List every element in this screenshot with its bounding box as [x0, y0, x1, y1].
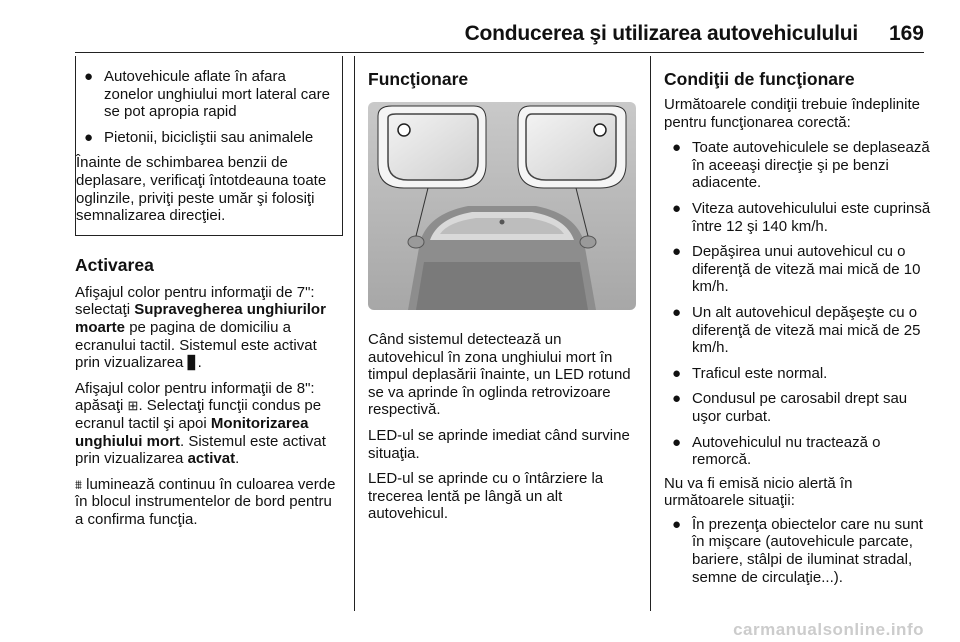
- paragraph-operation-2: LED-ul se aprinde imediat când survine situaţia.: [368, 426, 630, 462]
- bullet-icon: ●: [84, 68, 94, 85]
- section-heading-operation: Funcţionare: [368, 69, 469, 89]
- list-item: ● În prezenţa obiectelor care nu sunt în mişcare (autovehicule parcate, bariere, stâlpi de iluminat stradal, semne de circulaţie...).: [672, 515, 923, 586]
- list-item: ● Depăşirea unui autovehicul cu o diferenţă de viteză mai mică de 10 km/h.: [672, 243, 921, 296]
- conditions-list: [664, 139, 934, 469]
- list-item: ● Autovehiculul nu tractează o remorcă.: [672, 433, 881, 469]
- bullet-icon: ●: [672, 515, 682, 533]
- paragraph-8inch: Afişajul color pentru informaţii de 8": apăsaţi ⊞. Selectaţi funcţii condus pe ecranul tactil şi apoi Monitorizarea unghiului mort. Sistemul este activat prin vizualizarea activat.: [75, 379, 326, 468]
- list-item: ● Viteza autovehiculului este cuprinsă între 12 şi 140 km/h.: [672, 199, 931, 235]
- list-item: ● Toate autovehiculele se deplasează în aceeaşi direcţie şi pe benzi adiacente.: [672, 139, 930, 192]
- paragraph-indicator: ⩩ luminează continuu în culoarea verde în blocul instrumentelor de bord pentru a confirma funcţia.: [75, 475, 336, 528]
- column-divider-2: [650, 56, 651, 611]
- car-mirrors-illustration: [368, 102, 636, 310]
- paragraph-operation-1: Când sistemul detectează un autovehicul în zona unghiului mort în timpul deplasării înainte, un LED rotund se va aprinde în oglinda retrovizoare respectivă.: [368, 331, 631, 419]
- bullet-icon: ●: [84, 128, 94, 146]
- bullet-icon: ●: [672, 303, 682, 321]
- bullet-icon: ●: [672, 243, 682, 261]
- list-item: ● Un alt autovehicul depăşeşte cu o diferenţă de viteză mai mică de 25 km/h.: [672, 303, 921, 357]
- bullet-icon: ●: [672, 390, 682, 408]
- paragraph-operation-3: LED-ul se aprinde cu o întârziere la trecerea lentă pe lângă un alt autovehicul.: [368, 470, 604, 523]
- vehicle-settings-icon: ⊞: [127, 398, 139, 414]
- column-divider-1: [354, 56, 355, 611]
- list-item: ● Pietonii, bicicliştii sau animalele: [84, 128, 314, 146]
- warning-note: Înainte de schimbarea benzii de deplasare, verificaţi întotdeauna toate oglinzile, priviţi peste umăr şi folosiţi semnalizarea direcţiei.: [76, 154, 327, 225]
- bullet-icon: ●: [672, 139, 682, 157]
- blind-spot-icon: ▊: [187, 355, 198, 371]
- warning-box: [75, 56, 343, 236]
- chapter-title: Conducerea şi utilizarea autovehiculului: [464, 22, 858, 45]
- column-3: [664, 56, 934, 586]
- list-item: ● Condusul pe carosabil drept sau uşor curbat.: [672, 390, 908, 425]
- blind-spot-indicator-icon: ⩩: [75, 476, 82, 492]
- bullet-icon: ●: [672, 364, 682, 382]
- page-number: 169: [888, 22, 924, 45]
- section-heading-conditions: Condiţii de funcţionare: [664, 69, 855, 89]
- bullet-icon: ●: [672, 433, 682, 451]
- column-2: [368, 56, 636, 523]
- no-alert-intro: Nu va fi emisă nicio alertă în următoarele situaţii:: [664, 474, 853, 510]
- page-header: [0, 0, 960, 56]
- list-item: ● Traficul este normal.: [672, 364, 828, 382]
- header-divider: [75, 52, 924, 53]
- list-item: ● Autovehicule aflate în afara zonelor unghiului mort lateral care se pot apropia rapid: [84, 68, 330, 121]
- paragraph-7inch: Afişajul color pentru informaţii de 7": selectaţi Supravegherea unghiurilor moarte pe pagina de domiciliu a ecranului tactil. Sistemul este activat prin vizualizarea ▊.: [75, 283, 326, 372]
- conditions-intro: Următoarele condiţii trebuie îndeplinite pentru funcţionarea corectă:: [664, 96, 920, 131]
- watermark: carmanualsonline.info: [733, 620, 924, 639]
- bullet-icon: ●: [672, 199, 682, 217]
- column-1: [75, 56, 343, 528]
- section-heading-activation: Activarea: [75, 254, 154, 275]
- mirror-illustration: [368, 102, 636, 315]
